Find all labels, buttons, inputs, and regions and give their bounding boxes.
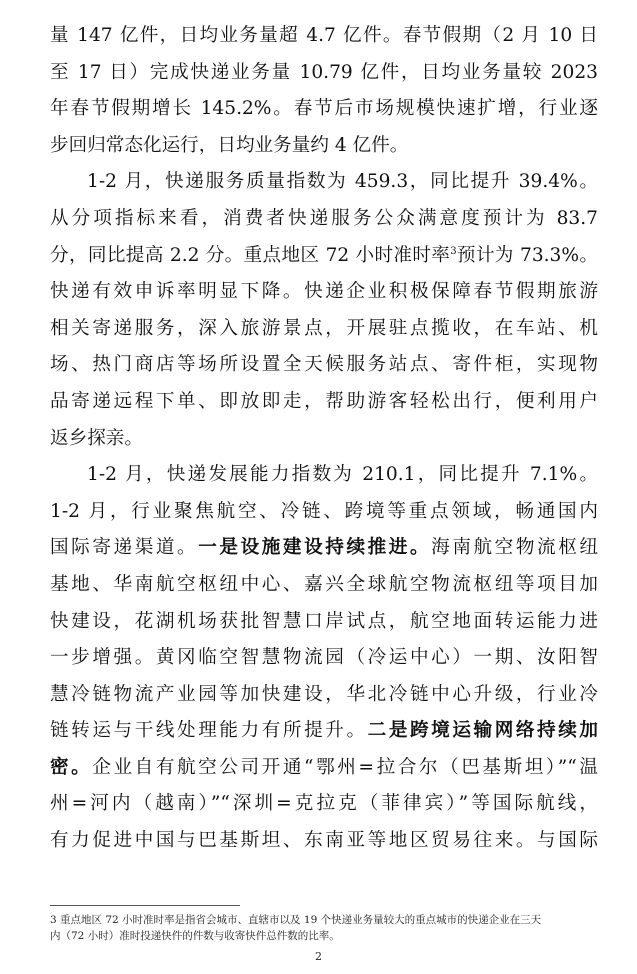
text-line: 基地、华南航空枢纽中心、嘉兴全球航空物流枢纽等项目加 (50, 573, 598, 595)
footnote-line: 内（72 小时）准时投递快件的件数与收寄快件总件数的比率。 (50, 930, 340, 942)
text-line: 1-2 月，快递服务质量指数为 459.3，同比提升 39.4%。 (87, 171, 598, 193)
page-number: 2 (315, 950, 322, 963)
text-line: 州=河内（越南）”“深圳=克拉克（菲律宾）”等国际航线， (50, 793, 598, 815)
text-line: 快递有效申诉率明显下降。快递企业积极保障春节假期旅游 (50, 281, 598, 303)
text-line: 至 17 日）完成快递业务量 10.79 亿件，日均业务量较 2023 (50, 61, 598, 83)
body-text (50, 18, 598, 860)
text-line (50, 750, 598, 787)
text-line: 量 147 亿件，日均业务量超 4.7 亿件。春节假期（2 月 10 日 (50, 25, 598, 46)
text-line: 场、热门商店等场所设置全天候服务站点、寄件柜，实现物 (50, 354, 598, 376)
text-segment: 国际寄递渠道。 (50, 537, 199, 559)
text-line: 年春节假期增长 145.2%。春节后市场规模快速扩增，行业逐 (50, 98, 598, 120)
text-line: 返乡探亲。 (50, 427, 143, 449)
bold-heading: 二是跨境运输网络持续加 (367, 720, 598, 742)
text-line: 快建设，花湖机场获批智慧口岸试点，航空地面转运能力进 (50, 610, 598, 632)
text-line: 相关寄递服务，深入旅游景点，开展驻点揽收，在车站、机 (50, 317, 598, 339)
text-segment: 预计为 73.3%。 (456, 244, 598, 266)
footnote-ref: 3 (450, 245, 457, 257)
text-line (50, 713, 598, 750)
text-segment: 链转运与干线处理能力有所提升。 (50, 720, 368, 742)
footnote-line: 3 重点地区 72 小时准时率是指省会城市、直辖市以及 19 个快递业务量较大的重点城市的快递企业在三天 (50, 914, 542, 926)
text-line: 1-2 月，行业聚焦航空、冷链、跨境等重点领域，畅通国内 (50, 500, 598, 522)
bold-heading: 一是设施建设持续推进。 (198, 537, 432, 559)
footnote (50, 912, 598, 944)
text-line: 1-2 月，快递发展能力指数为 210.1，同比提升 7.1%。 (87, 464, 598, 486)
text-line: 慧冷链物流产业园等加快建设，华北冷链中心升级，行业冷 (50, 683, 598, 705)
text-line (50, 238, 598, 275)
footnote-divider (50, 905, 240, 906)
text-line: 有力促进中国与巴基斯坦、东南亚等地区贸易往来。与国际 (50, 830, 598, 852)
text-segment: 分，同比提高 2.2 分。重点地区 72 小时准时率 (50, 244, 451, 266)
text-line (50, 530, 598, 567)
text-line: 品寄递远程下单、即放即走，帮助游客轻松出行，便利用户 (50, 390, 598, 412)
text-line: 步回归常态化运行，日均业务量约 4 亿件。 (50, 134, 409, 156)
text-line: 从分项指标来看，消费者快递服务公众满意度预计为 83.7 (50, 207, 598, 229)
text-line: 一步增强。黄冈临空智慧物流园（冷运中心）一期、汝阳智 (50, 647, 598, 669)
text-segment: 海南航空物流枢纽 (431, 537, 598, 559)
bold-heading: 密。 (50, 756, 93, 778)
text-segment: 企业自有航空公司开通“鄂州=拉合尔（巴基斯坦）”“温 (92, 756, 598, 778)
